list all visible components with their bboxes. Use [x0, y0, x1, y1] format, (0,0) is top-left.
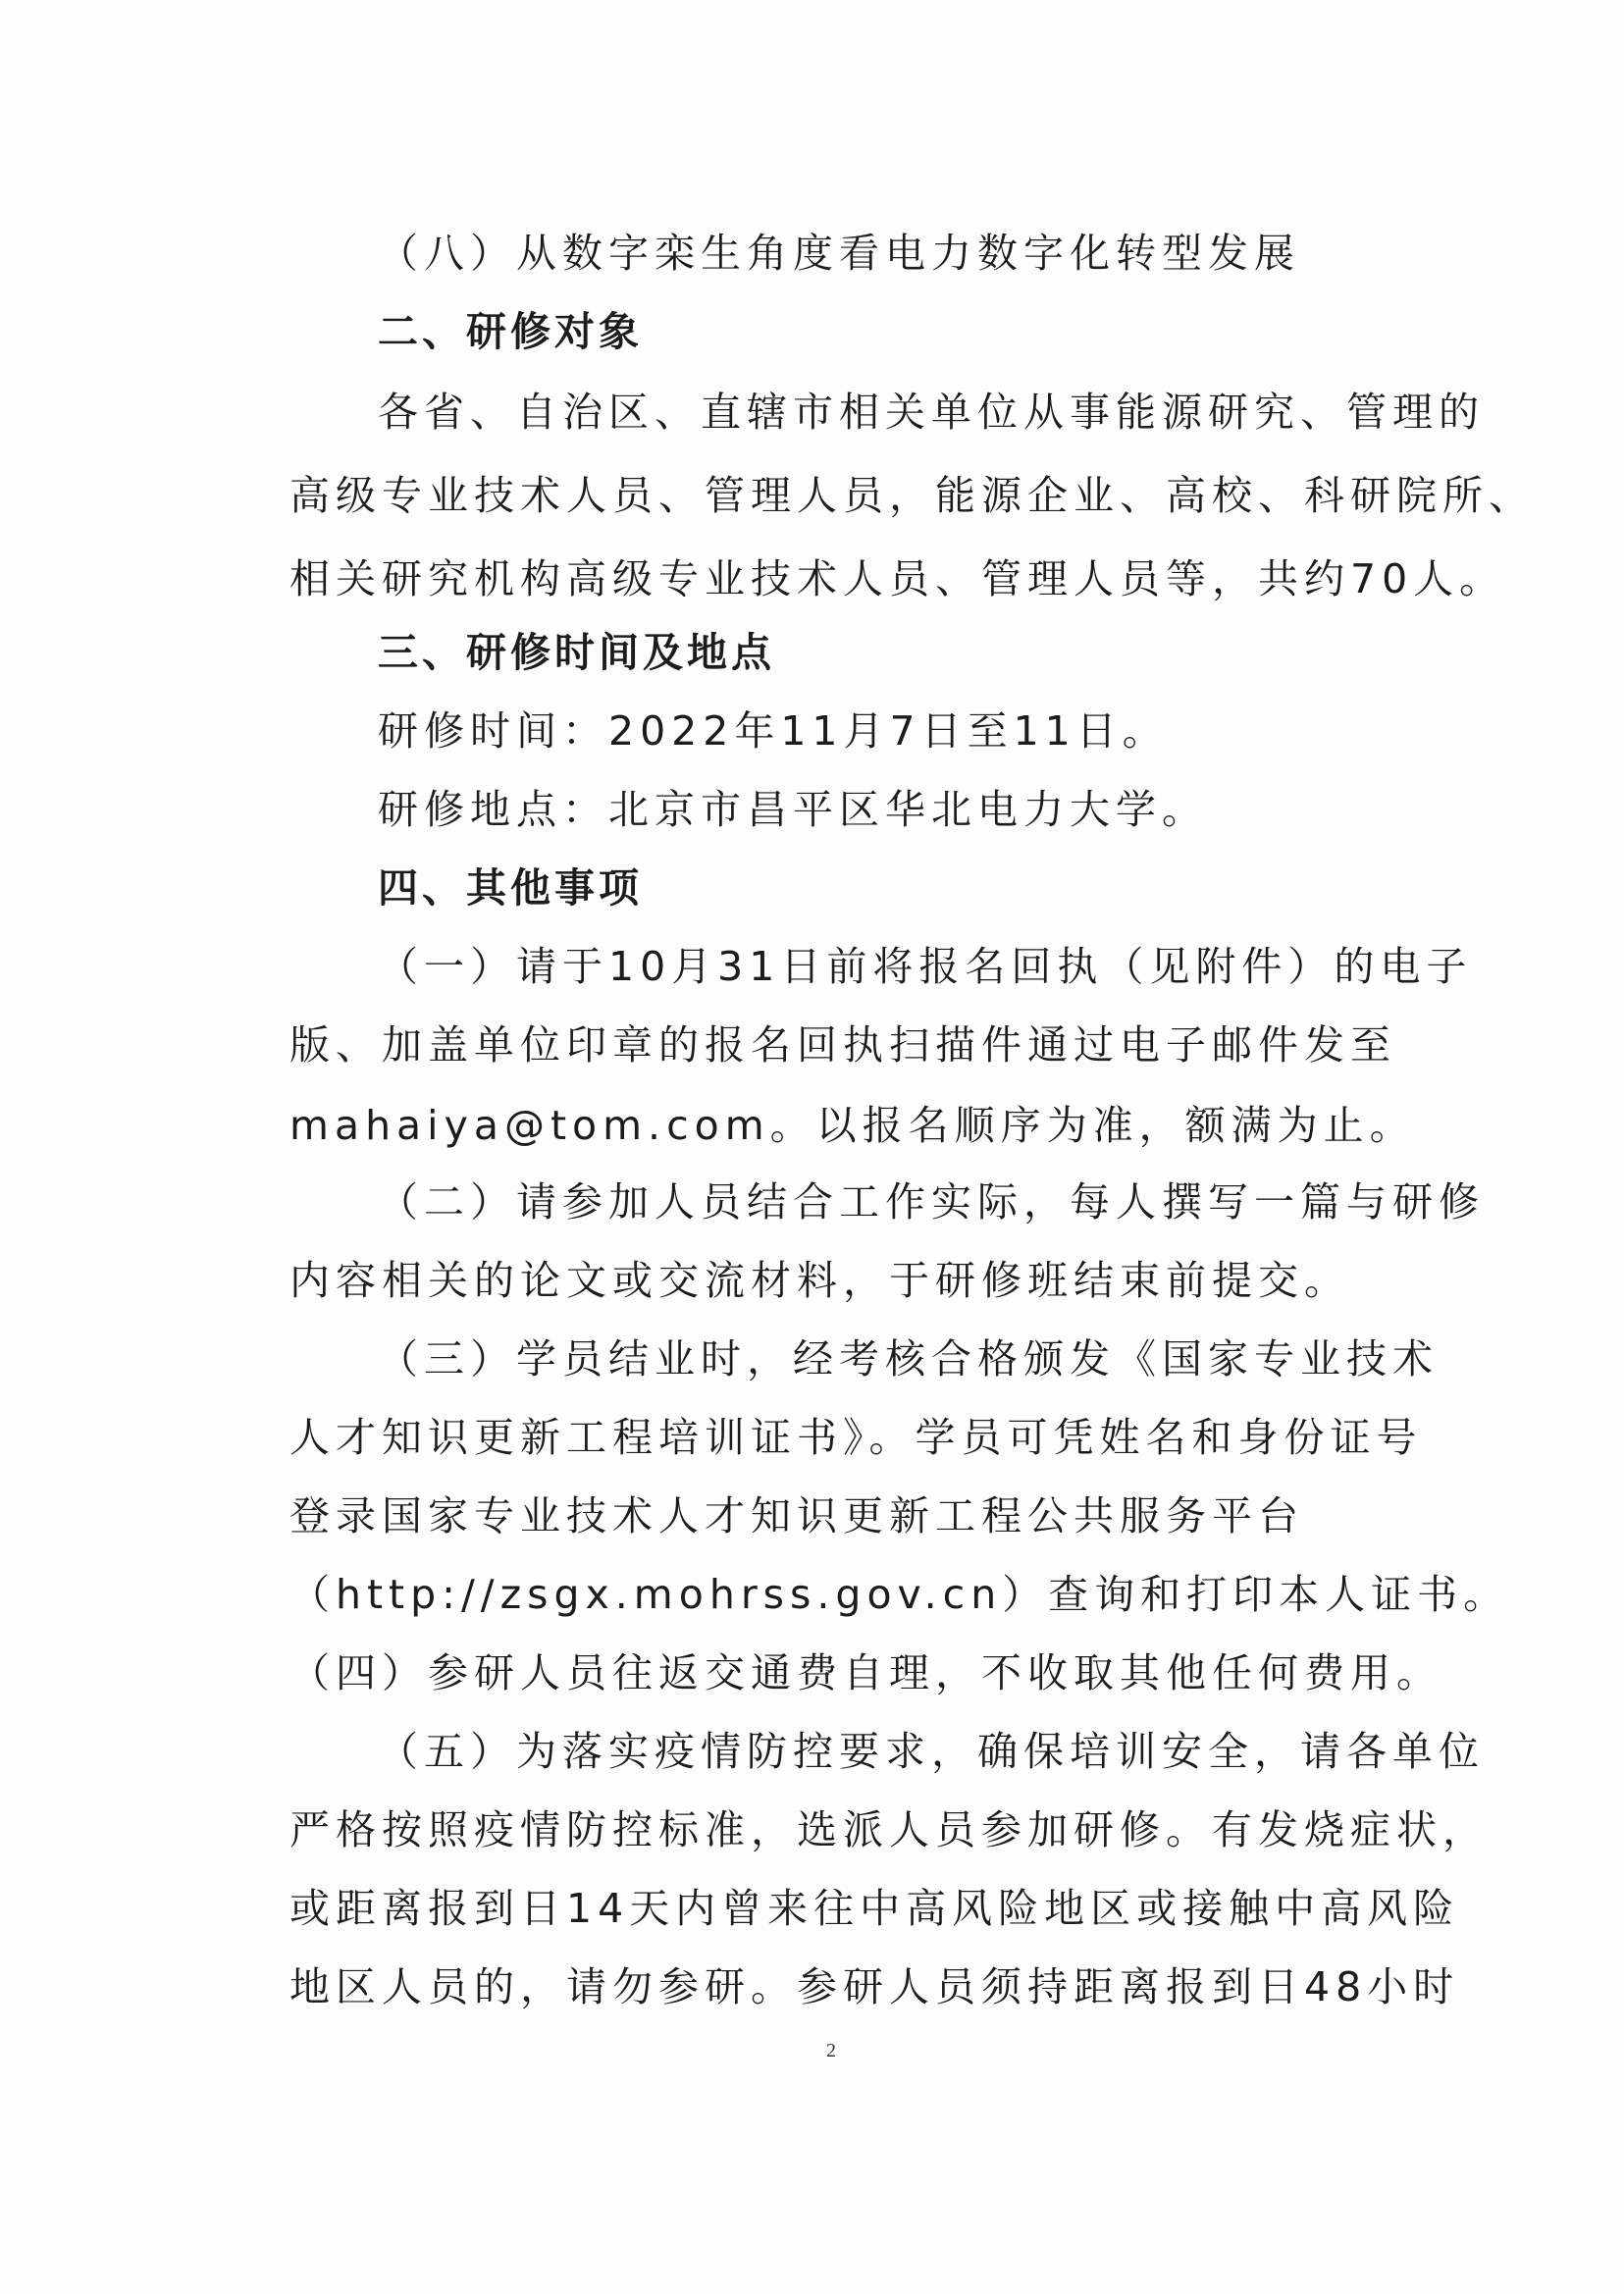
study-location: 研修地点：北京市昌平区华北电力大学。	[378, 786, 1208, 833]
url-line: （http://zsgx.mohrss.gov.cn）查询和打印本人证书。	[289, 1571, 1510, 1618]
paragraph-line: （五）为落实疫情防控要求，确保培训安全，请各单位	[378, 1728, 1485, 1775]
study-time: 研修时间：2022年11月7日至11日。	[378, 707, 1169, 755]
paragraph-line: 登录国家专业技术人才知识更新工程公共服务平台	[289, 1492, 1304, 1539]
paragraph-line: 地区人员的，请勿参研。参研人员须持距离报到日48小时	[289, 1963, 1460, 2010]
section-heading-participants: 二、研修对象	[378, 308, 643, 355]
paragraph-line: 高级专业技术人员、管理人员，能源企业、高校、科研院所、	[289, 472, 1535, 519]
paragraph-line: （四）参研人员往返交通费自理，不收取其他任何费用。	[289, 1649, 1442, 1696]
paragraph-line: 相关研究机构高级专业技术人员、管理人员等，共约70人。	[289, 555, 1506, 602]
paragraph-line: 严格按照疫情防控标准，选派人员参加研修。有发烧症状，	[289, 1806, 1489, 1853]
page-number: 2	[826, 2040, 836, 2061]
section-heading-time-location: 三、研修时间及地点	[378, 629, 775, 676]
paragraph-line: 内容相关的论文或交流材料，于研修班结束前提交。	[289, 1257, 1350, 1304]
paragraph-line: （三）学员结业时，经考核合格颁发《国家专业技术	[378, 1335, 1439, 1382]
paragraph-line: （二）请参加人员结合工作实际，每人撰写一篇与研修	[378, 1178, 1485, 1225]
section-heading-other-matters: 四、其他事项	[378, 864, 643, 912]
paragraph-line: 版、加盖单位印章的报名回执扫描件通过电子邮件发至	[289, 1021, 1396, 1069]
paragraph-line: 人才知识更新工程培训证书》。学员可凭姓名和身份证号	[289, 1414, 1423, 1461]
paragraph-line: 各省、自治区、直辖市相关单位从事能源研究、管理的	[378, 389, 1485, 436]
email-line: mahaiya@tom.com。以报名顺序为准，额满为止。	[289, 1102, 1416, 1149]
paragraph-line: 或距离报到日14天内曾来往中高风险地区或接触中高风险	[289, 1885, 1460, 1932]
list-item-8: （八）从数字栾生角度看电力数字化转型发展	[378, 230, 1300, 277]
paragraph-line: （一）请于10月31日前将报名回执（见附件）的电子	[378, 943, 1473, 990]
